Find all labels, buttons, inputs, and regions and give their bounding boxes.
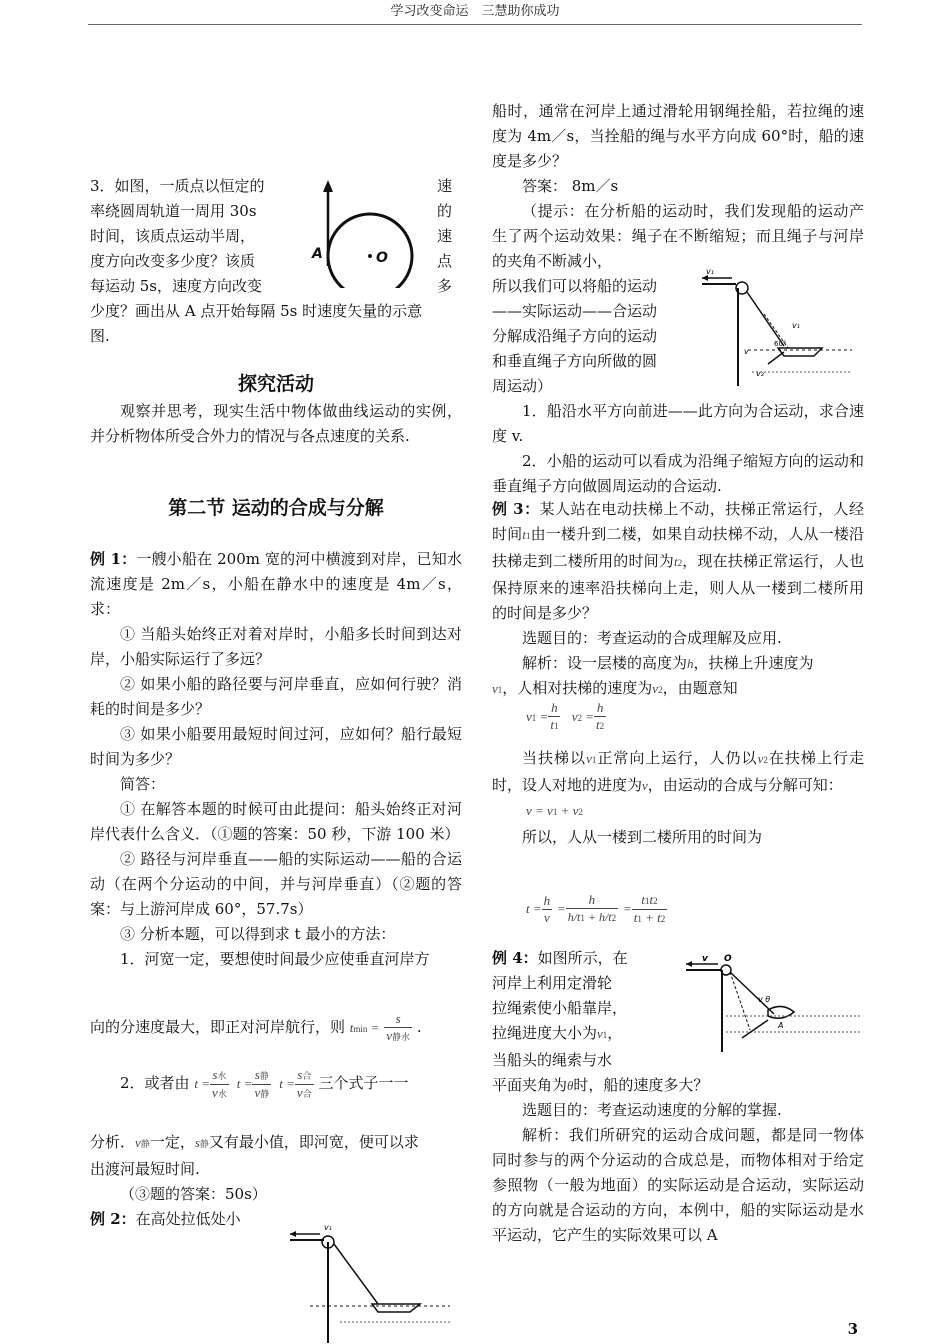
q3-line: 3．如图，一质点以恒定的 — [90, 177, 265, 195]
example-3-continued: 当扶梯以v1正常向上运行，人仍以v2在扶梯上行走时，设人对地的进度为v，由运动的合成与分解可知： v = v1 + v2 所以，人从一楼到二楼所用的时间为 — [492, 746, 864, 850]
center-o-label: O — [376, 250, 388, 266]
method-3-text: 出渡河最短时间. — [90, 1160, 200, 1178]
explore-activity — [90, 372, 462, 449]
q3-line-end: 点 — [436, 252, 452, 270]
example-2-text-cont: 船时，通常在河岸上通过滑轮用钢绳拴船，若拉绳的速度为 4m／s，当拴船的绳与水平方向成 60°时，船的速度是多少？ — [492, 102, 864, 170]
method-1-formula-line: 向的分速度最大，即正对河岸航行，则 tmin = $\frac{s}{\text{v静水}}$ . — [90, 1011, 422, 1043]
example-1-q3: ③ 如果小船要用最短时间过河，应如何？船行最短时间为多少？ — [90, 725, 462, 768]
answer-title: 简答： — [120, 775, 166, 793]
example-2-point-2: 2．小船的运动可以看成为沿绳子缩短方向的运动和垂直绳子方向做圆周运动的合运动. — [492, 452, 864, 495]
formula-time: t = $\frac{h}{v}$ = $\frac{h}{h/t1 + h/t2}$ = $\frac{t1t2}{t1 + t2}$ — [526, 891, 666, 925]
example-2-point-1: 1．船沿水平方向前进——此方向为合运动，求合速度 v. — [492, 402, 864, 445]
question-3 — [90, 174, 462, 349]
example-1-a2: ② 路径与河岸垂直——船的实际运动——船的合运动（在两个分运动的中间，并与河岸垂直）（②题的答案：与上游河岸成 60°，57.7s） — [90, 850, 462, 918]
svg-text:v: v — [702, 954, 708, 964]
header-divider — [88, 24, 862, 25]
q3-line-end: 速 — [436, 177, 452, 195]
circle-orbit-figure — [310, 178, 415, 288]
section-heading — [90, 496, 462, 521]
example-2-hint: 和垂直绳子方向所做的圆 — [492, 352, 658, 370]
example-2-label: 例 2： — [90, 1210, 136, 1228]
example-4-text: 如图所示，在 — [537, 949, 628, 967]
q3-line: 图. — [90, 327, 110, 345]
method-1-text: 向的分速度最大，即正对河岸航行，则 — [90, 1018, 346, 1036]
method-2-line: 2．或者由 t = $\frac{\text{s水}}{\text{v水}}$ t = $\frac{\text{s静}}{\text{v静}}$ t = $\frac{\text{s合}}{\text{v合}}$ 三个式子一一 — [90, 1058, 462, 1108]
section-title: 第二节 运动的合成与分解 — [168, 497, 384, 519]
example-3-text: 由一楼升到二楼，如果自动扶梯不动，人从一楼沿扶梯走到二楼所用的时间为 — [492, 525, 864, 570]
example-2-hint: 周运动） — [492, 377, 553, 395]
example-4-text: 平面夹角为 — [492, 1076, 568, 1094]
example-3-analysis: ，扶梯上升速度为 — [693, 654, 814, 672]
example-3-analysis: ，人相对扶梯的速度为 — [502, 679, 653, 697]
svg-text:v₂: v₂ — [756, 369, 764, 378]
page-header: 学习改变命运 三慧助你成功 — [390, 4, 560, 19]
example-1-q2: ② 如果小船的路径要与河岸垂直，应如何行驶？消耗的时间是多少？ — [90, 675, 462, 718]
method-3-text: 又有最小值，即河宽，便可以求 — [208, 1133, 419, 1151]
q3-line-end: 速 — [436, 227, 452, 245]
example-1-a3: ③ 分析本题，可以得到求 t 最小的方法： — [120, 925, 396, 943]
example-2-hint: （提示：在分析船的运动时，我们发现船的运动产生了两个运动效果：绳子在不断缩短；而且绳子与河岸的夹角不断减小， — [492, 202, 864, 270]
method-3-text: 分析． — [90, 1133, 136, 1151]
example-3: 例 3：某人站在电动扶梯上不动，扶梯正常运行，人经时间t1由一楼升到二楼，如果自动扶梯不动，人从一楼沿扶梯走到二楼所用的时间为t2，现在扶梯正常运行，人也保持原来的速率沿扶梯向上走，则人从一楼到二楼所用的时间是多少？ 选题目的：考查运动的合成理解及应用. 解析：设一层楼的高度为h，扶梯上升速度为 v1，人相对扶梯的速度为v2，由题意知 — [492, 500, 864, 697]
example-3-text: ，现在扶梯正常运行，人也保持原来的速率沿扶梯向上走，则人从一楼到二楼所用的时间是多少？ — [492, 552, 864, 622]
example-2-hint: 所以我们可以将船的运动 — [492, 277, 658, 295]
example-4-analysis: 解析：我们所研究的运动合成问题，都是同一物体同时参与的两个分运动的合成总是，而物体相对于给定参照物（一般为地面）的实际运动是合运动，实际运动的方向就是合运动的方向，本例中，船的实际运动是水平运动，它产生的实际效果可以 A — [492, 1126, 864, 1244]
method-3-text: 一定， — [149, 1133, 195, 1151]
example-4-purpose: 选题目的：考查运动速度的分解的掌握. — [522, 1101, 782, 1119]
example-2-text: 在高处拉低处小 — [135, 1210, 241, 1228]
formula-v1-v2: v1 = $\frac{h}{t1}$ v2 = $\frac{h}{t2}$ — [526, 700, 605, 732]
example-4-text: 河岸上利用定滑轮 — [492, 974, 613, 992]
pulley-boat-vector-figure — [692, 264, 862, 389]
q3-line: 率绕圆周轨道一周用 30s — [90, 202, 257, 220]
example-3-analysis: 所以，人从一楼到二楼所用的时间为 — [522, 828, 763, 846]
example-4-text: 时，船的速度多大？ — [573, 1076, 709, 1094]
example-3-label: 例 3： — [492, 500, 540, 518]
example-3-analysis: ，由运动的合成与分解可知： — [647, 776, 843, 794]
q3-line-end: 的 — [436, 202, 452, 220]
q3-line: 度方向改变多少度？该质 — [90, 252, 256, 270]
example-3-analysis: 解析：设一层楼的高度为 — [522, 654, 688, 672]
example-4-text: 拉绳进度大小为 — [492, 1024, 598, 1042]
example-4: 例 4：如图所示，在 河岸上利用定滑轮 拉绳索使小船靠岸， 拉绳进度大小为v1， 当船头的绳索与水 平面夹角为θ时，船的速度多大？ 选题目的：考查运动速度的分解的掌握. 解析：我们所研究的运动合成问题，都是同一物体同时参与的两个分运动的合成总是，而物体相对于给定参照物（一般为地面）的实际运动是合运动，实际运动的方向就是合运动的方向，本例中，船的实际运动是水平运动，它产生的实际效果可以 A — [492, 946, 864, 1248]
q3-line: 每运动 5s，速度方向改变 — [90, 277, 263, 295]
point-a-label: A — [312, 246, 323, 262]
formula-fraction: $\frac{s}{\text{v静水}}$ — [386, 1011, 411, 1043]
pulley-boat-figure-left — [280, 1218, 470, 1343]
example-3-analysis: 正常向上运行，人仍以 — [596, 749, 758, 767]
example-4-label: 例 4： — [492, 949, 538, 967]
svg-text:v₁: v₁ — [706, 267, 714, 276]
example-3-analysis: ，由题意知 — [662, 679, 738, 697]
formula-tmin: tmin = — [349, 1020, 380, 1035]
example-4-text: 当船头的绳索与水 — [492, 1051, 613, 1069]
example-1-label: 例 1： — [90, 550, 137, 568]
example-3-purpose: 选题目的：考查运动的合成理解及应用. — [522, 629, 782, 647]
q3-line: 少度？画出从 A 点开始每隔 5s 时速度矢量的示意 — [90, 302, 423, 320]
example-1 — [90, 547, 462, 972]
method-1-line: 1．河宽一定，要想使时间最少应使垂直河岸方 — [120, 950, 430, 968]
example-1-text: 一艘小船在 200m 宽的河中横渡到对岸，已知水流速度是 2m／s，小船在静水中的速度是 4m／s，求： — [90, 550, 462, 618]
svg-text:v₁: v₁ — [324, 1223, 332, 1232]
svg-text:v θ: v θ — [758, 995, 771, 1004]
q3-line: 时间，该质点运动半周， — [90, 227, 256, 245]
method-3: 分析．v静一定，s静又有最小值，即河宽，便可以求 出渡河最短时间. （③题的答案：50s） 例 2：在高处拉低处小 — [90, 1130, 462, 1232]
svg-text:60°: 60° — [774, 340, 787, 348]
example-3-analysis: 当扶梯以 — [522, 749, 587, 767]
method-2-text: 2．或者由 — [120, 1074, 190, 1092]
method-2-text-end: 三个式子一一 — [318, 1074, 409, 1092]
example-1-a3-answer: （③题的答案：50s） — [120, 1185, 267, 1203]
svg-text:v₁: v₁ — [792, 321, 800, 330]
svg-text:A: A — [778, 1021, 784, 1030]
example-2-answer: 答案： 8m／s — [522, 177, 619, 195]
svg-text:O: O — [724, 954, 732, 964]
pulley-boat-angle-figure — [682, 952, 864, 1052]
example-1-q1: ① 当船头始终正对着对岸时，小船多长时间到达对岸，小船实际运行了多远？ — [90, 625, 462, 668]
example-3-analysis: 在扶梯上行走时，设人对地的进度为 — [492, 749, 864, 794]
page-number: 3 — [847, 1320, 858, 1338]
example-1-a1: ① 在解答本题的时候可由此提问：船头始终正对河岸代表什么含义．（①题的答案：50 秒，下游 100 米） — [90, 800, 462, 843]
q3-line-end: 多 — [436, 277, 452, 295]
example-2-hint: ——实际运动——合运动 — [492, 302, 658, 320]
example-3-text: 某人站在电动扶梯上不动，扶梯正常运行，人经时间 — [492, 500, 864, 543]
svg-text:v: v — [744, 347, 749, 356]
example-2-hint: 分解成沿绳子方向的运动 — [492, 327, 658, 345]
explore-title: 探究活动 — [237, 373, 314, 395]
explore-body: 观察并思考，现实生活中物体做曲线运动的实例，并分析物体所受合外力的情况与各点速度的关系. — [90, 402, 462, 445]
example-4-text: 拉绳索使小船靠岸， — [492, 999, 628, 1017]
